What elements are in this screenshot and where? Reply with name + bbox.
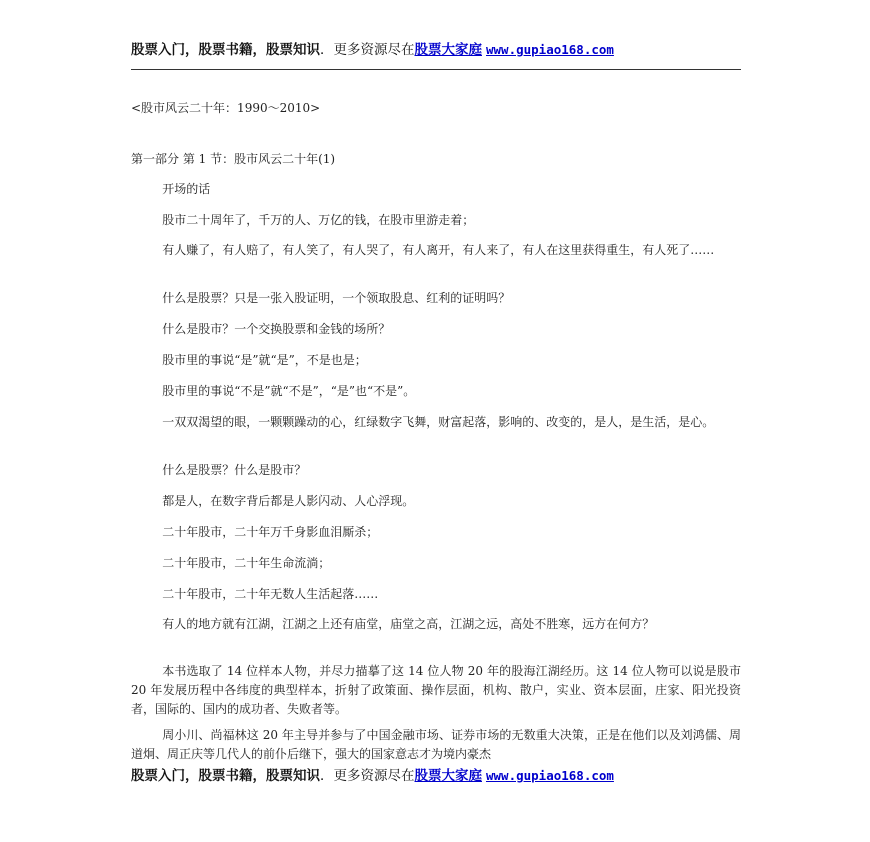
header-more-text: ．更多资源尽在 xyxy=(320,42,415,58)
paragraph: 都是人，在数字背后都是人影闪动、人心浮现。 xyxy=(162,494,415,508)
book-title: <股市风云二十年：1990～2010> xyxy=(131,101,321,115)
paragraph: 股市里的事说“是”就“是”，不是也是； xyxy=(162,353,367,367)
paragraph: 二十年股市，二十年生命流淌； xyxy=(162,556,331,570)
header-site-name-link[interactable]: 股票大家庭 xyxy=(414,42,482,58)
footer-banner xyxy=(131,767,741,785)
paragraph: 一双双渴望的眼，一颗颗躁动的心，红绿数字飞舞，财富起落，影响的、改变的，是人，是生活，是心。 xyxy=(162,415,715,429)
paragraph: 什么是股市？一个交换股票和金钱的场所？ xyxy=(162,322,391,336)
header-divider xyxy=(131,69,741,70)
paragraph: 二十年股市，二十年万千身影血泪厮杀； xyxy=(162,525,379,539)
paragraph: 股市里的事说“不是”就“不是”，“是”也“不是”。 xyxy=(162,384,416,398)
paragraph: 什么是股票？什么是股市？ xyxy=(162,463,307,477)
header-site-url-link[interactable]: www.gupiao168.com xyxy=(486,42,614,57)
footer-bold-text: 股票入门，股票书籍，股票知识 xyxy=(131,768,320,784)
paragraph: 二十年股市，二十年无数人生活起落…… xyxy=(162,587,379,601)
footer-more-text: ．更多资源尽在 xyxy=(320,768,415,784)
header-banner xyxy=(131,41,741,59)
section-heading: 第一部分 第 1 节：股市风云二十年(1) xyxy=(131,152,336,166)
paragraph: 有人的地方就有江湖，江湖之上还有庙堂，庙堂之高，江湖之远，高处不胜寒，远方在何方？ xyxy=(162,617,655,631)
paragraph: 开场的话 xyxy=(162,182,211,196)
paragraph: 周小川、尚福林这 20 年主导并参与了中国金融市场、证券市场的无数重大决策，正是在他们以及刘鸿儒、周道炯、周正庆等几代人的前仆后继下，强大的国家意志才为境内豪杰 xyxy=(131,728,741,761)
paragraph: 什么是股票？只是一张入股证明，一个领取股息、红利的证明吗？ xyxy=(162,291,511,305)
paragraph: 有人赚了，有人赔了，有人笑了，有人哭了，有人离开，有人来了，有人在这里获得重生，有人死了…… xyxy=(162,243,715,257)
footer-site-name-link[interactable]: 股票大家庭 xyxy=(414,768,482,784)
header-bold-text: 股票入门，股票书籍，股票知识 xyxy=(131,42,320,58)
footer-site-url-link[interactable]: www.gupiao168.com xyxy=(486,768,614,783)
paragraph: 本书选取了 14 位样本人物，并尽力描摹了这 14 位人物 20 年的股海江湖经历。这 14 位人物可以说是股市 20 年发展历程中各纬度的典型样本，折射了政策面、操作层面，机构、散户，实业、资本层面，庄家、阳光投资者，国际的、国内的成功者、失败者等。 xyxy=(131,664,741,716)
paragraph: 股市二十周年了，千万的人、万亿的钱，在股市里游走着； xyxy=(162,213,475,227)
